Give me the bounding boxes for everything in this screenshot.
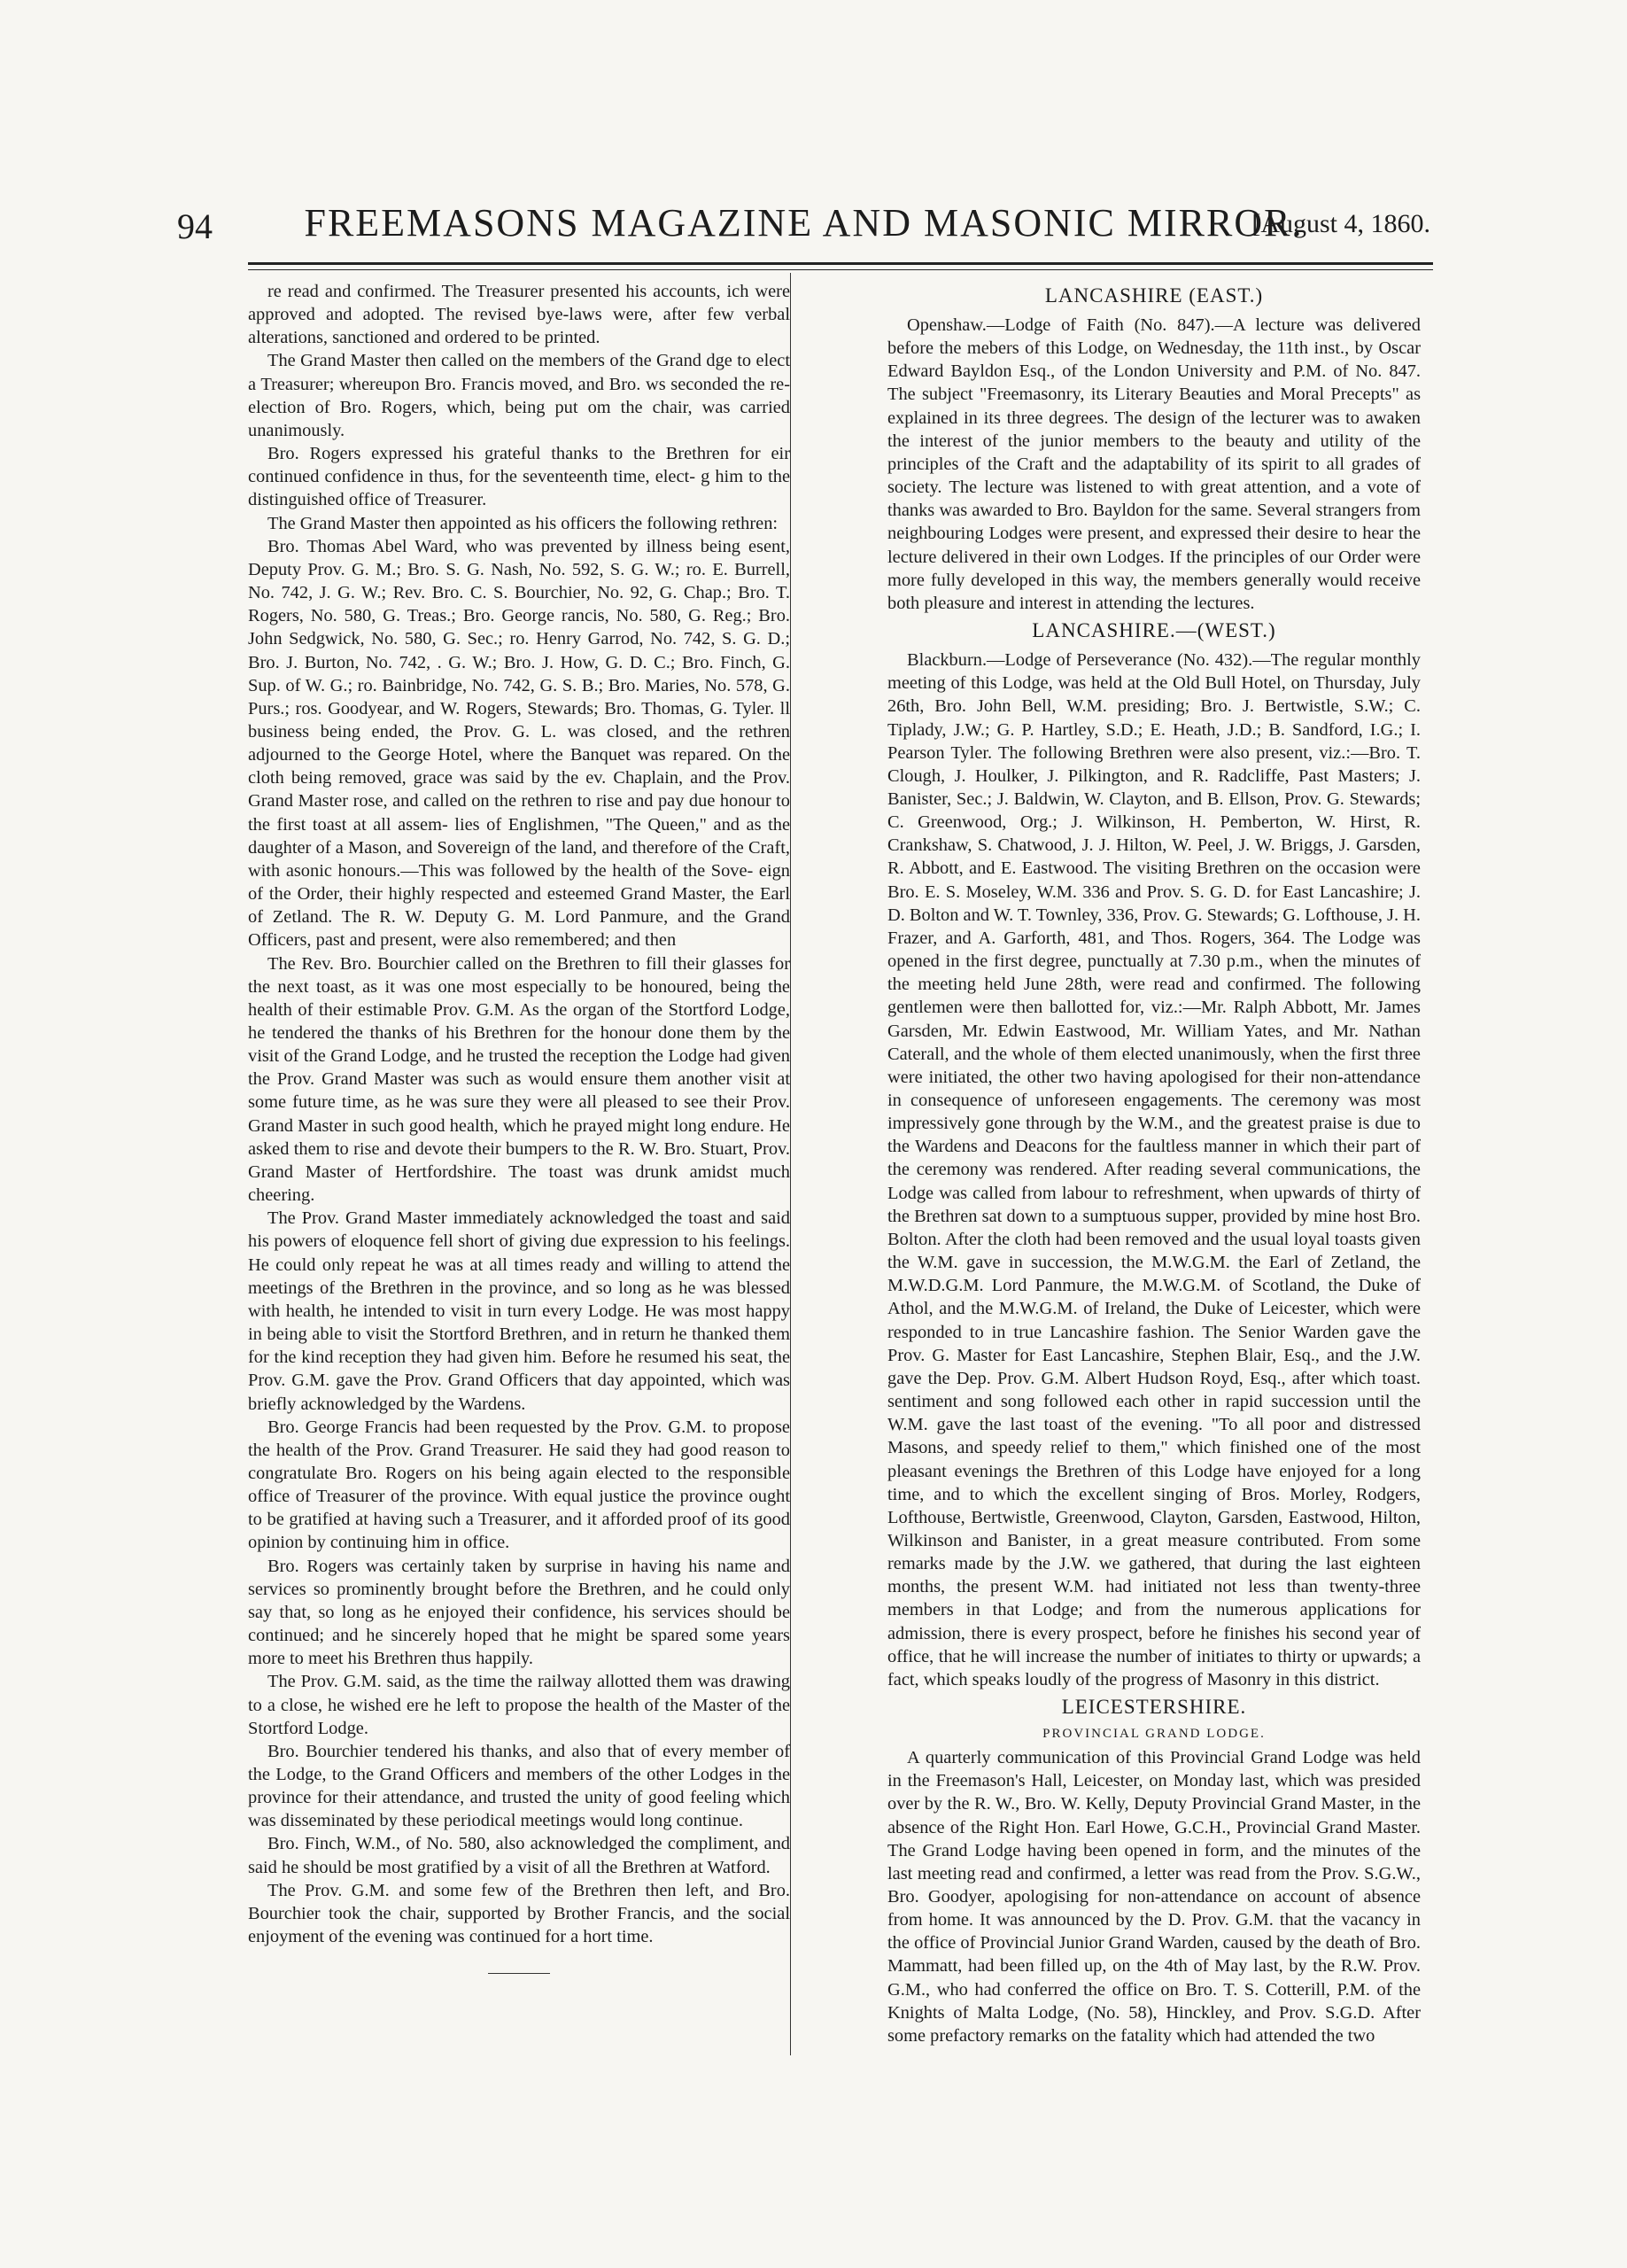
section-subheading: PROVINCIAL GRAND LODGE. bbox=[1042, 1727, 1266, 1742]
article-paragraph: Bro. George Francis had been requested by the Prov. G.M. to propose the health of the Prov. Grand Treasurer. He said they had good reason to congratulate Bro. Rogers on his being again elected to the responsible office of Treasurer of the province. With equal justice the province ought to be gratified at having such a Treasurer, and it afforded proof of its good opinion by continuing him in office. bbox=[248, 1417, 790, 1553]
article-paragraph: Bro. Finch, W.M., of No. 580, also acknowledged the compliment, and said he should be most gratified by a visit of all the Brethren at Watford. bbox=[248, 1834, 790, 1877]
header-rule-thick bbox=[248, 262, 1433, 265]
article-paragraph: The Rev. Bro. Bourchier called on the Brethren to fill their glasses for the next toast, as it was one most especially to be honoured, being the health of their estimable Prov. G.M. As the organ of the Stortford Lodge, he tendered the thanks of his Brethren for the honour done them by the visit of the Grand Lodge, and he trusted the reception the Lodge had given the Prov. Grand Master was such as would ensure them another visit at some future time, as he was sure they were all pleased to see their Prov. Grand Master in such good health, which he prayed might long endure. He asked them to rise and devote their bumpers to the R. W. Bro. Stuart, Prov. Grand Master of Hertfordshire. The toast was drunk amidst much cheering. bbox=[248, 953, 790, 1206]
section-heading-leicestershire: LEICESTERSHIRE. bbox=[1061, 1696, 1247, 1719]
issue-date: [August 4, 1860. bbox=[1251, 209, 1430, 238]
article-paragraph: re read and confirmed. The Treasurer presented his accounts, ich were approved and adopted. The revised bye-laws were, after few verbal alterations, sanctioned and ordered to be printed. bbox=[248, 282, 790, 348]
article-paragraph: Bro. Thomas Abel Ward, who was prevented by illness being esent, Deputy Prov. G. M.; Bro. S. G. Nash, No. 592, S. G. W.; ro. E. Burrell, No. 742, J. G. W.; Rev. Bro. C. S. Bourchier, No. 92, G. Chap.; Bro. T. Rogers, No. 580, G. Treas.; Bro. George rancis, No. 580, G. Reg.; Bro. John Sedgwick, No. 580, G. Sec.; ro. Henry Garrod, No. 742, S. G. D.; Bro. J. Burton, No. 742, . G. W.; Bro. J. How, G. D. C.; Bro. Finch, G. Sup. of W. G.; ro. Bainbridge, No. 742, G. S. B.; Bro. Maries, No. 578, G. Purs.; ros. Goodyear, and W. Rogers, Stewards; Bro. Thomas, G. Tyler. ll business being ended, the Prov. G. L. was closed, and the rethren adjourned to the George Hotel, where the Banquet was repared. On the cloth being removed, grace was said by the ev. Chaplain, and the Prov. Grand Master rose, and called on the rethren to rise and pay due honour to the first toast at all assem- lies of Englishmen, "The Queen," and as the daughter of a Mason, and Sovereign of the land, and therefore of the Craft, with asonic honours.—This was followed by the health of the Sove- eign of the Order, their highly respected and esteemed Grand Master, the Earl of Zetland. The R. W. Deputy G. M. Lord Panmure, and the Grand Officers, past and present, were also remembered; and then bbox=[248, 536, 790, 951]
article-paragraph: Bro. Rogers was certainly taken by surprise in having his name and services so prominently brought before the Brethren, and he could only say that, so long as he enjoyed their confidence, his services should be continued; and he sincerely hoped that he might be spared some years more to meet his Brethren thus happily. bbox=[248, 1556, 790, 1669]
article-paragraph: The Grand Master then appointed as his officers the following rethren: bbox=[267, 513, 779, 533]
article-paragraph: Bro. Rogers expressed his grateful thanks to the Brethren for eir continued confidence in thus, for the seventeenth time, elect- g him to the distinguished office of Treasurer. bbox=[248, 444, 790, 510]
column-divider bbox=[790, 273, 791, 2055]
article-paragraph: The Prov. G.M. said, as the time the railway allotted them was drawing to a close, he wished ere he left to propose the health of the Master of the Stortford Lodge. bbox=[248, 1672, 790, 1738]
article-paragraph: The Grand Master then called on the members of the Grand dge to elect a Treasurer; whereupon Bro. Francis moved, and Bro. ws seconded the re-election of Bro. Rogers, which, being put om the chair, was carried unanimously. bbox=[248, 351, 790, 440]
article-paragraph: A quarterly communication of this Provincial Grand Lodge was held in the Freemason's Hall, Leicester, on Monday last, which was presided over by the R. W., Bro. W. Kelly, Deputy Provincial Grand Master, in the absence of the Right Hon. Earl Howe, G.C.H., Provincial Grand Master. The Grand Lodge having been opened in form, and the minutes of the last meeting read and confirmed, a letter was read from the Prov. S.G.W., Bro. Goodyer, apologising for non-attendance on account of absence from home. It was announced by the D. Prov. G.M. that the vacancy in the office of Provincial Junior Grand Warden, caused by the death of Bro. Mammatt, had been filled up, on the 4th of May last, by the R.W. Prov. G.M., who had conferred the office on Bro. T. S. Cotterill, P.M. of the Knights of Malta Lodge, (No. 58), Hinckley, and Prov. S.G.D. After some prefactory remarks on the fatality which had attended the two bbox=[887, 1748, 1421, 2046]
page-header bbox=[177, 200, 1430, 253]
masthead-title: FREEMASONS MAGAZINE AND MASONIC MIRROR. bbox=[304, 201, 1304, 245]
left-column bbox=[248, 280, 790, 1974]
article-paragraph: Blackburn.—Lodge of Perseverance (No. 432).—The regular monthly meeting of this Lodge, was held at the Old Bull Hotel, on Thursday, July 26th, Bro. John Bell, W.M. presiding; Bro. J. Bertwistle, S.W.; C. Tiplady, J.W.; G. P. Hartley, S.D.; E. Heath, J.D.; B. Sandford, I.G.; I. Pearson Tyler. The following Brethren were also present, viz.:—Bro. T. Clough, J. Houlker, J. Pilkington, and R. Radcliffe, Past Masters; J. Banister, Sec.; J. Baldwin, W. Clayton, and B. Ellson, Prov. G. Stewards; C. Greenwood, Org.; J. Wilkinson, H. Pemberton, W. Hirst, R. Crankshaw, S. Chatwood, J. J. Hilton, W. Peel, J. W. Briggs, J. Garsden, R. Abbott, and E. Eastwood. The visiting Brethren on the occasion were Bro. E. S. Moseley, W.M. 336 and Prov. S. G. D. for East Lancashire; J. D. Bolton and W. T. Townley, 336, Prov. G. Stewards; G. Lofthouse, J. H. Frazer, and A. Garforth, 481, and Thos. Rogers, 364. The Lodge was opened in the first degree, punctually at 7.30 p.m., when the minutes of the meeting held June 28th, were read and confirmed. The following gentlemen were then ballotted for, viz.:—Mr. Ralph Abbott, Mr. James Garsden, Mr. Edwin Eastwood, Mr. William Yates, and Mr. Nathan Caterall, and the whole of them elected unanimously, when the first three were initiated, the other two having apologised for their non-attendance in consequence of unforeseen engagements. The ceremony was most impressively gone through by the W.M., and the greatest praise is due to the Wardens and Deacons for the faultless manner in which their part of the ceremony was rendered. After reading several communications, the Lodge was called from labour to refreshment, when upwards of thirty of the Brethren sat down to a sumptuous supper, provided by mine host Bro. Bolton. After the cloth had been removed and the usual loyal toasts given the W.M. gave in succession, the M.W.G.M. the Earl of Zetland, the M.W.D.G.M. Lord Panmure, the M.W.G.M. of Scotland, the Duke of Athol, and the M.W.G.M. of Ireland, the Duke of Leicester, which were responded to in true Lancashire fashion. The Senior Warden gave the Prov. G. Master for East Lancashire, Stephen Blair, Esq., and the J.W. gave the Dep. Prov. G.M. Albert Hudson Royd, Esq., after which toast. sentiment and song followed each other in rapid succession until the W.M. gave the last toast of the evening. "To all poor and distressed Masons, and speedy relief to them," which finished one of the most pleasant evenings the Brethren of this Lodge have enjoyed for a long time, and to which the excellent singing of Bros. Morley, Rodgers, Lofthouse, Bertwistle, Greenwood, Clayton, Garsden, Eastwood, Hilton, Wilkinson and Banister, in a great measure contributed. From some remarks made by the J.W. we gathered, that during the last eighteen months, the present W.M. had initiated not less than twenty-three members in that Lodge; and from the numerous applications for admission, there is every prospect, before he finishes his second year of office, that he will increase the number of initiates to thirty or upwards; a fact, which speaks loudly of the progress of Masonry in this district. bbox=[887, 650, 1421, 1689]
article-end-rule bbox=[488, 1973, 550, 1974]
article-paragraph: Bro. Bourchier tendered his thanks, and also that of every member of the Lodge, to the Grand Officers and members of the other Lodges in the province for their attendance, and trusted the unity of good feeling which was disseminated by these periodical meetings would long continue. bbox=[248, 1741, 790, 1831]
article-paragraph: Openshaw.—Lodge of Faith (No. 847).—A lecture was delivered before the mebers of this Lodge, on Wednesday, the 11th inst., by Oscar Edward Bayldon Esq., of the London University and P.M. of No. 847. The subject "Freemasonry, its Literary Beauties and Moral Precepts" as explained in its three degrees. The design of the lecturer was to awaken the interest of the junior members to the beauty and utility of the principles of the Craft and the adaptability of its spirit to all grades of society. The lecture was listened to with great attention, and a vote of thanks was awarded to Bro. Bayldon for the same. Several strangers from neighbouring Lodges were present, and expressed their desire to hear the lecture delivered in their own Lodges. If the principles of our Order were more fully developed in this way, the members generally would receive both pleasure and interest in attending the lectures. bbox=[887, 315, 1421, 613]
header-rule-thin bbox=[248, 269, 1433, 270]
section-heading-lancashire-west: LANCASHIRE.—(WEST.) bbox=[1032, 619, 1276, 642]
page-number: 94 bbox=[177, 206, 213, 246]
article-paragraph: The Prov. G.M. and some few of the Brethren then left, and Bro. Bourchier took the chair, supported by Brother Francis, and the social enjoyment of the evening was continued for a hort time. bbox=[248, 1880, 790, 1947]
right-column bbox=[887, 280, 1421, 2047]
section-heading-lancashire-east: LANCASHIRE (EAST.) bbox=[1044, 284, 1264, 307]
article-paragraph: The Prov. Grand Master immediately acknowledged the toast and said his powers of eloquence fell short of giving due expression to his feelings. He could only repeat he was at all times ready and willing to attend the meetings of the Brethren in the province, and so long as he was blessed with health, he intended to visit in turn every Lodge. He was most happy in being able to visit the Stortford Brethren, and in return he thanked them for the kind reception they had given him. Before he resumed his seat, the Prov. G.M. gave the Prov. Grand Officers that day appointed, which was briefly acknowledged by the Wardens. bbox=[248, 1208, 790, 1414]
